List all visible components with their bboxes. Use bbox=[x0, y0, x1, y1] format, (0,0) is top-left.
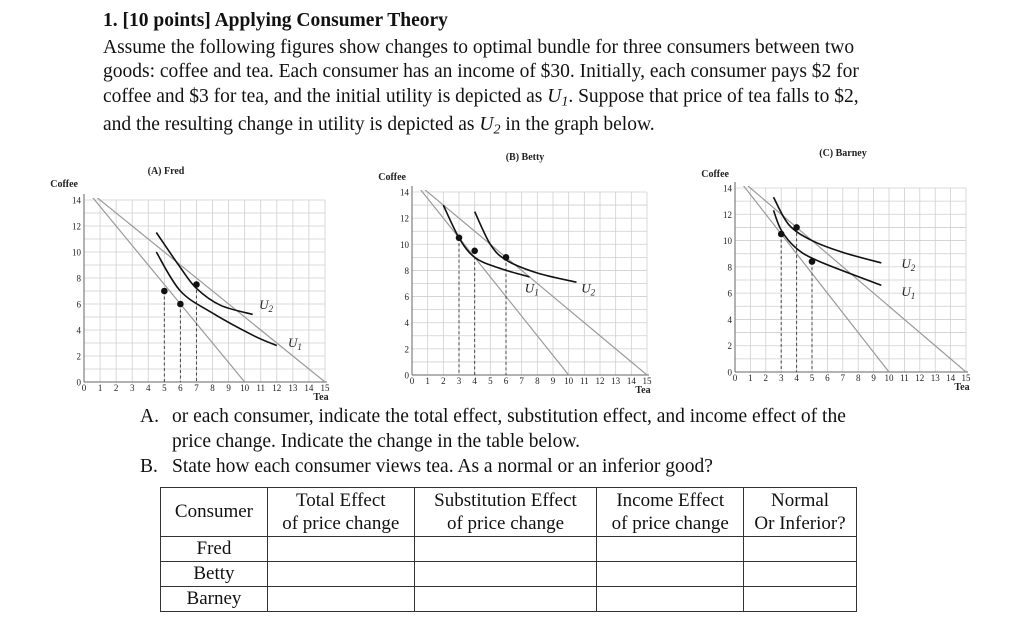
y-tick-label: 4 bbox=[404, 318, 409, 329]
x-tick-label: 10 bbox=[884, 373, 894, 383]
intro-line-4-text: and the resulting change in utility is depicted as bbox=[103, 114, 475, 136]
y-tick-label: 8 bbox=[404, 265, 409, 276]
x-tick-label: 0 bbox=[81, 383, 87, 393]
question-b-line-1: State how each consumer views tea. As a normal or an inferior good? bbox=[172, 456, 713, 477]
optimal-bundle-point bbox=[809, 258, 816, 265]
x-tick-label: 15 bbox=[320, 383, 330, 393]
intro-line-3-text: coffee and $3 for tea, and the initial utility is depicted as bbox=[103, 85, 543, 107]
question-b bbox=[140, 454, 846, 479]
y-tick-label: 14 bbox=[723, 183, 732, 194]
x-tick-label: 2 bbox=[763, 373, 769, 383]
x-axis-label: Tea bbox=[313, 392, 329, 403]
x-tick-label: 4 bbox=[472, 376, 477, 386]
y-tick-label: 10 bbox=[72, 247, 81, 258]
curve-label-base: U bbox=[901, 283, 911, 299]
curve-label-base: U bbox=[901, 256, 911, 272]
budget-line bbox=[84, 187, 325, 382]
intro-line-4-tail: in the graph below. bbox=[505, 114, 655, 136]
question-a-line-2: price change. Indicate the change in the table below. bbox=[172, 431, 581, 452]
header-substitution-line-2: of price change bbox=[446, 513, 565, 534]
y-tick-label: 12 bbox=[400, 213, 409, 224]
x-tick-label: 12 bbox=[915, 373, 925, 383]
cell-income-fred[interactable] bbox=[597, 537, 744, 562]
y-tick-label: 10 bbox=[400, 239, 409, 250]
optimal-bundle-point bbox=[503, 254, 510, 261]
y-tick-label: 10 bbox=[723, 236, 732, 247]
curve-label-u1 bbox=[288, 335, 302, 352]
x-tick-label: 5 bbox=[809, 373, 815, 383]
u1-symbol-base: U bbox=[547, 85, 562, 107]
curve-label-base: U bbox=[581, 280, 591, 296]
curve-label-base: U bbox=[259, 297, 269, 313]
header-income-line-2: of price change bbox=[611, 513, 729, 534]
table-row-fred bbox=[161, 537, 857, 562]
sub-questions bbox=[140, 404, 846, 479]
y-tick-label: 14 bbox=[72, 195, 81, 206]
question-title: 1. [10 points] Applying Consumer Theory bbox=[103, 10, 448, 31]
optimal-bundle-point bbox=[161, 288, 168, 295]
optimal-bundle-point bbox=[778, 231, 785, 238]
y-tick-label: 4 bbox=[727, 314, 732, 325]
intro-line-3-tail: . Suppose that price of tea falls to $2, bbox=[568, 85, 859, 107]
curve-label-sub: 2 bbox=[590, 287, 596, 298]
x-tick-label: 1 bbox=[97, 383, 103, 393]
header-normal-inferior bbox=[744, 488, 857, 537]
x-tick-label: 10 bbox=[564, 376, 574, 386]
y-tick-label: 6 bbox=[727, 288, 732, 299]
curve-label-sub: 1 bbox=[297, 341, 302, 352]
y-tick-label: 2 bbox=[727, 341, 732, 352]
chart-betty bbox=[345, 0, 665, 404]
header-substitution-effect bbox=[414, 488, 597, 537]
cell-income-barney[interactable] bbox=[597, 587, 744, 612]
y-axis-label: Coffee bbox=[50, 179, 78, 190]
header-total-effect bbox=[267, 488, 414, 537]
x-tick-label: 6 bbox=[503, 376, 509, 386]
cell-substitution-fred[interactable] bbox=[414, 537, 597, 562]
curve-label-u2 bbox=[259, 297, 273, 314]
x-tick-label: 8 bbox=[855, 373, 861, 383]
question-a bbox=[140, 404, 846, 454]
y-tick-label: 8 bbox=[727, 262, 732, 273]
x-tick-label: 0 bbox=[732, 373, 738, 383]
cell-normal-barney[interactable] bbox=[744, 587, 857, 612]
x-tick-label: 9 bbox=[226, 383, 231, 393]
x-tick-label: 6 bbox=[178, 383, 183, 393]
curve-label-sub: 2 bbox=[268, 304, 274, 315]
header-normal-line-1: Normal bbox=[771, 489, 830, 511]
y-axis-label: Coffee bbox=[378, 172, 406, 183]
table-row-barney bbox=[161, 587, 857, 612]
x-tick-label: 5 bbox=[488, 376, 493, 386]
u1-symbol-sub: 1 bbox=[561, 93, 569, 110]
x-tick-label: 8 bbox=[210, 383, 215, 393]
optimal-bundle-point bbox=[471, 248, 478, 255]
x-tick-label: 12 bbox=[595, 376, 605, 386]
y-tick-label: 8 bbox=[76, 273, 81, 284]
x-tick-label: 10 bbox=[240, 383, 250, 393]
plot-area bbox=[84, 187, 325, 382]
x-tick-label: 9 bbox=[871, 373, 876, 383]
x-tick-label: 12 bbox=[272, 383, 282, 393]
x-tick-label: 0 bbox=[409, 376, 415, 386]
x-tick-label: 8 bbox=[535, 376, 540, 386]
x-axis-label: Tea bbox=[635, 385, 651, 396]
curve-label-sub: 1 bbox=[534, 287, 539, 298]
chart-title: (A) Fred bbox=[147, 166, 185, 177]
answer-table-header bbox=[161, 488, 857, 537]
curve-label-sub: 2 bbox=[910, 263, 916, 274]
u2-symbol-sub: 2 bbox=[493, 121, 501, 138]
y-tick-label: 2 bbox=[76, 351, 81, 362]
x-tick-label: 4 bbox=[794, 373, 799, 383]
optimal-bundle-point bbox=[793, 224, 800, 231]
x-tick-label: 3 bbox=[456, 376, 462, 386]
x-tick-label: 11 bbox=[579, 376, 589, 386]
answer-table bbox=[160, 487, 857, 612]
y-tick-label: 0 bbox=[404, 370, 409, 381]
cell-total-betty[interactable] bbox=[267, 562, 414, 587]
header-income-effect bbox=[597, 488, 744, 537]
x-tick-label: 7 bbox=[840, 373, 846, 383]
x-tick-label: 14 bbox=[946, 373, 956, 383]
u2-symbol-base: U bbox=[479, 114, 494, 136]
y-tick-label: 12 bbox=[72, 221, 81, 232]
x-tick-label: 3 bbox=[778, 373, 784, 383]
x-tick-label: 13 bbox=[930, 373, 940, 383]
chart-title: (B) Betty bbox=[505, 152, 545, 163]
curve-label-u2 bbox=[901, 256, 915, 273]
intro-line-2: goods: coffee and tea. Each consumer has an income of $30. Initially, each consumer pays $2 for bbox=[103, 61, 859, 83]
x-tick-label: 14 bbox=[304, 383, 314, 393]
cell-normal-fred[interactable] bbox=[744, 537, 857, 562]
x-tick-label: 9 bbox=[550, 376, 556, 386]
chart-title: (C) Barney bbox=[819, 148, 867, 159]
y-tick-label: 12 bbox=[723, 209, 732, 220]
chart-fred bbox=[0, 0, 340, 404]
y-tick-label: 0 bbox=[76, 377, 81, 388]
header-consumer-line-1: Consumer bbox=[174, 501, 253, 523]
curve-label-base: U bbox=[288, 334, 298, 350]
question-a-line-1: or each consumer, indicate the total effect, substitution effect, and income effect of the bbox=[172, 406, 846, 427]
question-b-label: B. bbox=[140, 456, 158, 477]
curve-label-base: U bbox=[524, 280, 535, 296]
cell-consumer-barney: Barney bbox=[161, 587, 268, 612]
y-tick-label: 4 bbox=[76, 325, 81, 336]
x-tick-label: 1 bbox=[425, 376, 430, 386]
x-axis-label: Tea bbox=[954, 382, 970, 393]
question-a-label: A. bbox=[140, 406, 159, 427]
x-tick-label: 3 bbox=[129, 383, 135, 393]
optimal-bundle-point bbox=[456, 234, 463, 241]
x-tick-label: 5 bbox=[162, 383, 167, 393]
cell-total-fred[interactable] bbox=[267, 537, 414, 562]
x-tick-label: 15 bbox=[961, 373, 971, 383]
table-row-betty bbox=[161, 562, 857, 587]
x-tick-label: 14 bbox=[626, 376, 636, 386]
indifference-curve-u2 bbox=[156, 233, 252, 315]
header-total-line-2: of price change bbox=[282, 513, 400, 534]
y-tick-label: 0 bbox=[727, 367, 732, 378]
header-total-line-1: Total Effect bbox=[295, 489, 386, 511]
x-tick-label: 13 bbox=[611, 376, 621, 386]
y-tick-label: 2 bbox=[404, 344, 409, 355]
x-tick-label: 11 bbox=[256, 383, 266, 393]
header-substitution-line-1: Substitution Effect bbox=[434, 489, 577, 511]
x-tick-label: 2 bbox=[441, 376, 446, 386]
curve-label-u1 bbox=[901, 284, 915, 301]
optimal-bundle-point bbox=[177, 301, 184, 308]
x-tick-label: 1 bbox=[748, 373, 753, 383]
y-axis-label: Coffee bbox=[701, 169, 729, 180]
optimal-bundle-point bbox=[193, 281, 200, 288]
header-consumer bbox=[161, 488, 268, 537]
intro-line-1: Assume the following figures show changes to optimal bundle for three consumers between two bbox=[103, 37, 855, 58]
cell-consumer-betty: Betty bbox=[161, 562, 268, 587]
y-tick-label: 6 bbox=[404, 292, 409, 303]
x-tick-label: 7 bbox=[519, 376, 524, 386]
y-tick-label: 14 bbox=[400, 187, 409, 198]
x-tick-label: 7 bbox=[194, 383, 199, 393]
y-tick-label: 6 bbox=[76, 299, 81, 310]
x-tick-label: 2 bbox=[113, 383, 119, 393]
curve-label-sub: 1 bbox=[910, 290, 916, 301]
cell-income-betty[interactable] bbox=[597, 562, 744, 587]
cell-total-barney[interactable] bbox=[267, 587, 414, 612]
x-tick-label: 11 bbox=[900, 373, 909, 383]
chart-barney bbox=[660, 0, 980, 404]
cell-consumer-fred: Fred bbox=[161, 537, 268, 562]
header-income-line-1: Income Effect bbox=[616, 489, 725, 511]
cell-substitution-betty[interactable] bbox=[414, 562, 597, 587]
x-tick-label: 4 bbox=[146, 383, 151, 393]
cell-substitution-barney[interactable] bbox=[414, 587, 597, 612]
header-normal-line-2: Or Inferior? bbox=[754, 513, 846, 534]
x-tick-label: 13 bbox=[288, 383, 298, 393]
cell-normal-betty[interactable] bbox=[744, 562, 857, 587]
x-tick-label: 6 bbox=[825, 373, 830, 383]
x-tick-label: 15 bbox=[642, 376, 652, 386]
